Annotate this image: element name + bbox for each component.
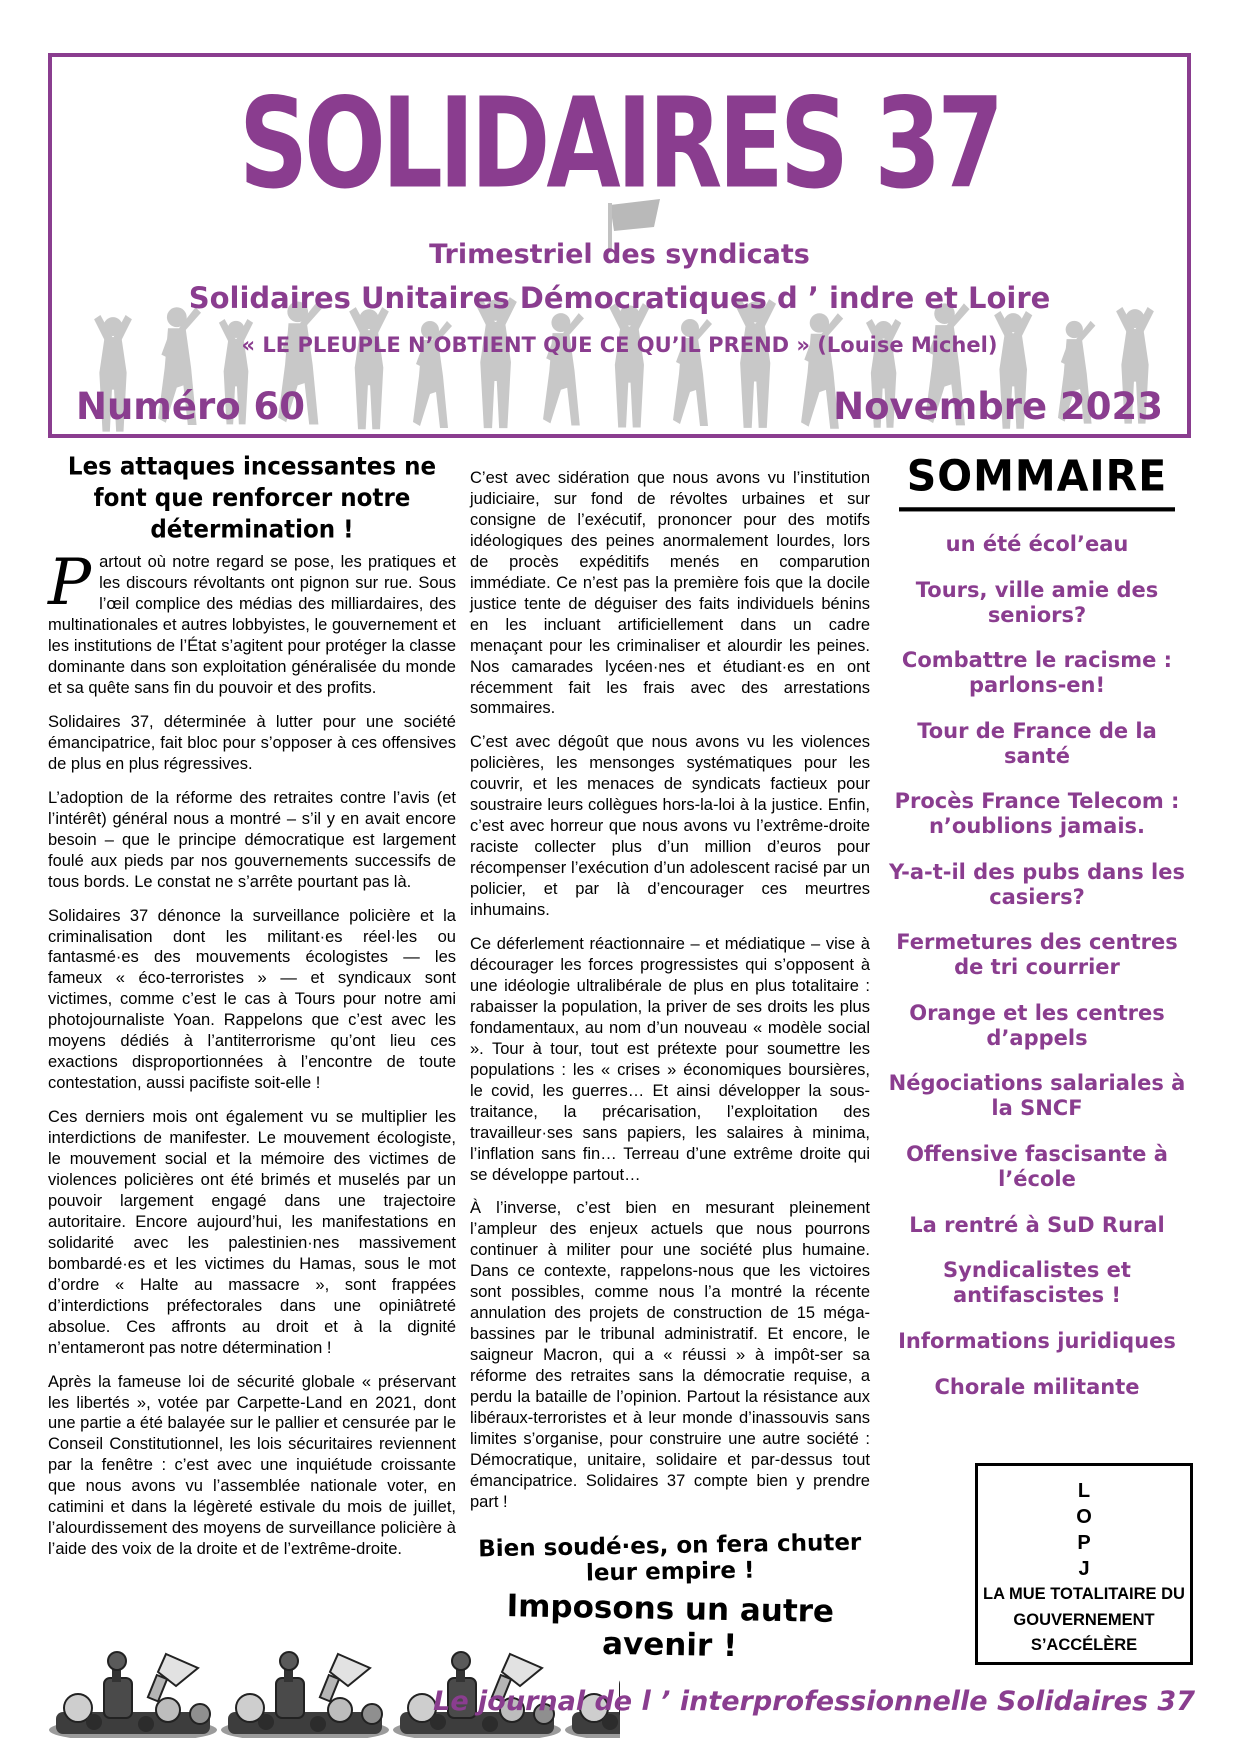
sommaire-item: Informations juridiques [898, 1328, 1176, 1353]
article-paragraph: C’est avec dégoût que nous avons vu les violences policières, les mensonges systématiques pour les couvrir, et les menaces de syndicats factieux pour soustraire leurs collègues hors-la-loi à la justice. Enfin, c’est avec horreur que nous avons vu l’extrême-droite raciste collecter plus d’un million d’euros pour récompenser l’exécution d’un adolescent racisé par un policier, et par là d’encourager ces meurtres inhumains. [470, 733, 870, 920]
middle-column [470, 468, 870, 1663]
sommaire-item: Chorale militante [934, 1374, 1140, 1399]
paragraph-text: artout où notre regard se pose, les pratiques et les discours révoltants ont pignon sur rue. Sous l’œil complice des médias des milliardaires, des multinationales et autres lobbyistes, le gouvernement et les institutions de l’État s’agitent pour protéger la classe dominante dans son exploitation généralisée du monde et sa quête sans fin du pouvoir et des profits. [48, 553, 456, 697]
sommaire-item: Syndicalistes et antifascistes ! [943, 1258, 1131, 1308]
article-paragraph: L’adoption de la réforme des retraites contre l’avis (et l’intérêt) général nous a montré – s’il y en avait encore besoin – que le principe démocratique est largement foulé aux pieds par nos gouvernements successifs de tous bords. Le constat ne s’arrête pourtant pas là. [48, 788, 456, 891]
newsletter-title: SOLIDAIRES 37 [239, 71, 1000, 217]
lopj-letter: J [1078, 1558, 1090, 1580]
sommaire-sidebar [882, 452, 1192, 1420]
slogan-line: Bien soudé·es, on fera chuter leur empire ! [478, 1529, 862, 1587]
sommaire-item: Procès France Telecom : n’oublions jamais. [894, 789, 1180, 839]
sommaire-item: Tour de France de la santé [917, 718, 1157, 768]
closing-slogans [470, 1529, 870, 1664]
article-paragraph: À l’inverse, c’est bien en mesurant pleinement l’ampleur des enjeux actuels que nous pourrons continuer à militer pour une société plus humaine. Dans ce contexte, rappelons-nous que les victoires sont possibles, comme nous l’a montré la récente annulation des projets de construction de 15 méga-bassines par le tribunal administratif. Et encore, le saigneur Macron, qui a « réussi » à impôt-ser sa réforme des retraites sans la démocratie requise, a perdu la bataille de l’opinion. Partout la résistance aux libéraux-terroristes et à leur monde d’inassouvis sans limites s’organise, pour construire une autre société : Démocratique, unitaire, solidaire et par-dessus tout émancipatrice. Solidaires 37 compte bien y prendre part ! [470, 1199, 870, 1511]
sommaire-item: Tours, ville amie des seniors? [915, 577, 1159, 627]
dropcap: P [48, 546, 92, 621]
article-paragraph: Ce déferlement réactionnaire – et médiatique – vise à décourager les forces progressistes qui s’opposent à une idéologie ultralibérale de plus en plus totalitaire : rabaisser la population, la priver de ses droits les plus fondamentaux, au nom d’un nouveau « modèle social ». Tour à tour, tout est prétexte pour soumettre les populations : les « crises » économiques boursières, le covid, les guerres… Et ainsi développer la sous-traitance, la précarisation, l’exploitation des travailleur·ses sans papiers, les salaires à minima, l’inflation sans fin… Terreau d’une extrême droite qui se développe partout… [470, 935, 870, 1184]
article-paragraph [48, 546, 456, 699]
lopj-letter: O [1076, 1506, 1092, 1528]
sommaire-item: Combattre le racisme : parlons-en! [901, 648, 1173, 698]
sommaire-item: La rentré à SuD Rural [909, 1212, 1165, 1237]
lopj-box [975, 1463, 1193, 1665]
newsletter-subtitle: Trimestriel des syndicats [429, 239, 810, 270]
sommaire-item: Offensive fascisante à l’école [906, 1142, 1168, 1191]
sommaire-item: Orange et les centres d’appels [909, 1000, 1165, 1050]
lopj-text-line: GOUVERNEMENT [1013, 1610, 1155, 1629]
lopj-letter: P [1077, 1532, 1091, 1554]
article-paragraph: Solidaires 37, déterminée à lutter pour une société émancipatrice, fait bloc pour s’opposer à ces offensives de plus en plus régressives. [48, 712, 456, 773]
left-column [48, 452, 456, 1573]
article-paragraph: C’est avec sidération que nous avons vu l’institution judiciaire, sur fond de révoltes urbaines et sur consigne de l’exécutif, prononcer pour des motifs idéologiques des peines anormalement lourdes, lors de procès expéditifs menés en comparution immédiate. Ce n’est pas la première fois que la docile justice tente de déguiser des faits individuels bénins en les incluant artificiellement dans un cadre menaçant pour les criminaliser et alourdir les peines. Nos camarades lycéen·nes et étudiant·es en ont récemment fait les frais avec des arrestations sommaires. [470, 469, 870, 718]
article-heading: Les attaques incessantes ne font que renforcer notre détermination ! [67, 453, 437, 544]
sommaire-item: Fermetures des centres de tri courrier [896, 930, 1178, 980]
sommaire-item: Négociations salariales à la SNCF [888, 1071, 1186, 1121]
newsletter-quote: « LE PLEUPLE N’OBTIENT QUE CE QU’IL PREND » (Louise Michel) [241, 333, 998, 357]
article-paragraph: Après la fameuse loi de sécurité globale « préservant les libertés », votée par Carpette-Land en 2021, dont une partie a été balayée sur le pallier et censurée par le Conseil Constitutionnel, les lois sécuritaires reviennent par la fenêtre : c’est avec une inquiétude croissante que nous avons vu l’assemblée nationale voter, en catimini et dans la légèreté estivale du mois de juillet, l’alourdissement des moyens de surveillance policière à l’aide des voix de la droite et de l’extrême-droite. [48, 1372, 456, 1559]
lopj-text-line: LA MUE TOTALITAIRE DU [983, 1585, 1185, 1603]
sommaire-item: un été écol’eau [945, 532, 1129, 556]
footer-journal-line: Le journal de l ’ interprofessionnelle Solidaires 37 [433, 1686, 1195, 1717]
sommaire-item: Y-a-t-il des pubs dans les casiers? [889, 859, 1185, 909]
article-paragraph: Ces derniers mois ont également vu se multiplier les interdictions de manifester. Le mouvement écologiste, le mouvement social et la mémoire des victimes de violences policières ont été brimés et muselés par un pouvoir largement engagé dans une trajectoire autoritaire. Encore aujourd’hui, les manifestations en solidarité avec les palestinien·nes massivement bombardé·es et les victimes du Hamas, sous le mot d’ordre « Halte au massacre », sont frappées d’interdictions préfectorales dans une opiniâtreté absolue. Ces affronts au droit et à la dignité n’entameront pas notre détermination ! [48, 1108, 456, 1357]
newsletter-organization: Solidaires Unitaires Démocratiques d ’ indre et Loire [188, 281, 1051, 315]
lopj-letter: L [1077, 1480, 1091, 1502]
lopj-text-line: S’ACCÉLÈRE [1030, 1636, 1138, 1655]
slogan-line: Imposons un autre avenir ! [506, 1587, 835, 1664]
issue-number: Numéro 60 [76, 385, 305, 428]
sommaire-heading: SOMMAIRE [899, 451, 1176, 512]
issue-date: Novembre 2023 [833, 385, 1163, 428]
masthead [48, 53, 1191, 438]
article-paragraph: Solidaires 37 dénonce la surveillance policière et la criminalisation dont les militant·es réel·les ou fantasmé·es des mouvements écologistes — les fameux « éco-terroristes » — et syndicaux sont victimes, comme c’est le cas à Tours pour notre ami photojournaliste Yoan. Rappelons que c’est avec les moyens dédiés à l’antiterrorisme qu’ont lieu ces exactions disproportionnées à l’encontre de toute contestation, aussi pacifiste soit-elle ! [48, 906, 456, 1093]
